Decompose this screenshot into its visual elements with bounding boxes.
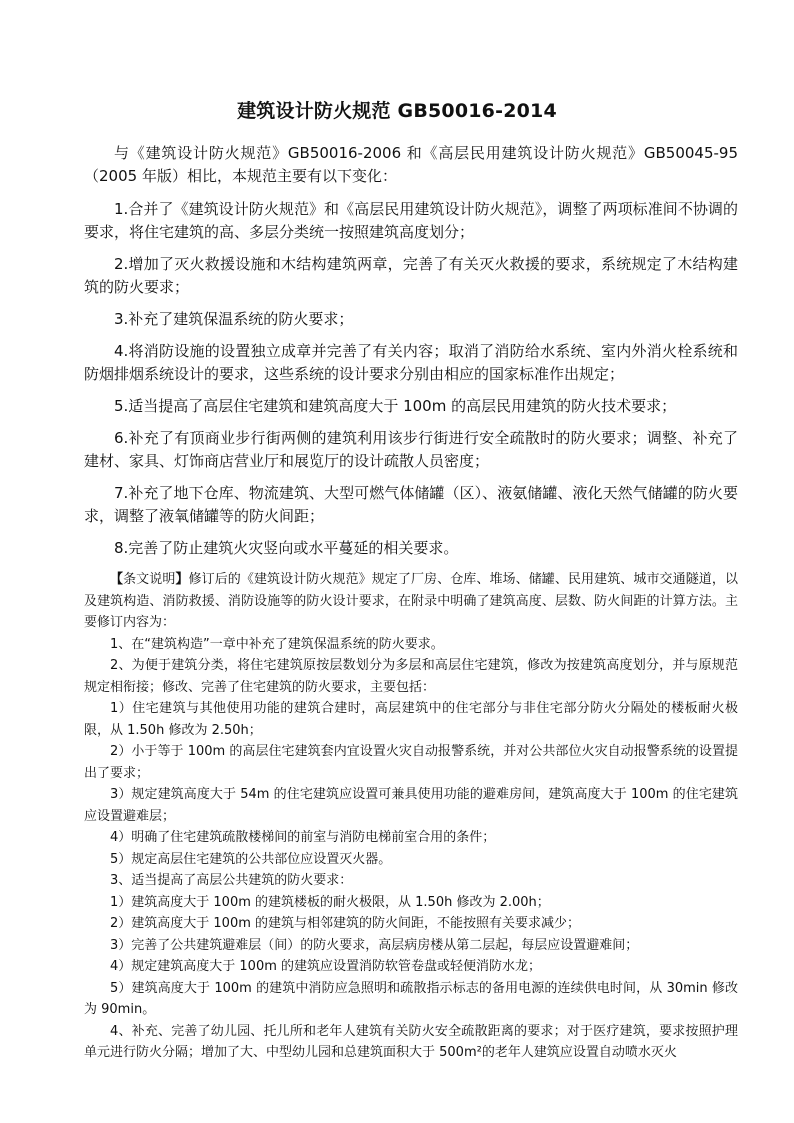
explanation-line: 4）规定建筑高度大于 100m 的建筑应设置消防软管卷盘或轻便消防水龙； (110, 959, 542, 974)
explanation-lead: 修订后的《建筑设计防火规范》规定了厂房、仓库、堆场、储罐、民用建筑、城市交通隧道，以及建筑构造、消防救援、消防设施等的防火设计要求，在附录中明确了建筑高度、层数、防火间距的计算方法。主要修订内容为： (84, 572, 738, 630)
explanation-line: 3、适当提高了高层公共建筑的防火要求： (110, 873, 353, 888)
change-item: 8.完善了防止建筑火灾竖向或水平蔓延的相关要求。 (114, 539, 459, 557)
explanation-line: 1）住宅建筑与其他使用功能的建筑合建时，高层建筑中的住宅部分与非住宅部分防火分隔处的楼板耐火极限，从 1.50h 修改为 2.50h； (84, 701, 738, 738)
changes-section (84, 142, 738, 560)
label-text: 条文说明 (123, 572, 176, 587)
intro-paragraph: 与《建筑设计防火规范》GB50016-2006 和《高层民用建筑设计防火规范》GB50045-95（2005 年版）相比，本规范主要有以下变化： (84, 144, 738, 185)
explanation-line: 3）规定建筑高度大于 54m 的住宅建筑应设置可兼具使用功能的避难房间，建筑高度大于 100m 的住宅建筑应设置避难层； (84, 787, 738, 824)
explanation-line: 2、为便于建筑分类，将住宅建筑原按层数划分为多层和高层住宅建筑，修改为按建筑高度划分，并与原规范规定相衔接；修改、完善了住宅建筑的防火要求，主要包括： (84, 658, 738, 695)
document-body (84, 142, 738, 1064)
explanation-line: 5）建筑高度大于 100m 的建筑中消防应急照明和疏散指示标志的备用电源的连续供电时间，从 30min 修改为 90min。 (84, 980, 738, 1017)
explanation-line: 2）小于等于 100m 的高层住宅建筑套内宜设置火灾自动报警系统，并对公共部位火灾自动报警系统的设置提出了要求； (84, 744, 738, 781)
explanation-line: 5）规定高层住宅建筑的公共部位应设置灭火器。 (110, 851, 392, 867)
change-item: 3.补充了建筑保温系统的防火要求； (114, 310, 354, 328)
explanation-line: 1、在“建筑构造”一章中补充了建筑保温系统的防火要求。 (110, 636, 444, 652)
explanation-line: 1）建筑高度大于 100m 的建筑楼板的耐火极限，从 1.50h 修改为 2.00h； (110, 894, 550, 910)
explanation-label (110, 572, 189, 587)
change-item: 7.补充了地下仓库、物流建筑、大型可燃气体储罐（区）、液氨储罐、液化天然气储罐的防火要求，调整了液氧储罐等的防火间距； (84, 484, 738, 525)
explanation-section (84, 569, 738, 1064)
change-item: 5.适当提高了高层住宅建筑和建筑高度大于 100m 的高层民用建筑的防火技术要求； (114, 397, 677, 415)
label-close-bracket: 】 (175, 572, 189, 587)
change-item: 4.将消防设施的设置独立成章并完善了有关内容；取消了消防给水系统、室内外消火栓系统和防烟排烟系统设计的要求，这些系统的设计要求分别由相应的国家标准作出规定； (84, 342, 738, 383)
explanation-line: 4）明确了住宅建筑疏散楼梯间的前室与消防电梯前室合用的条件； (110, 830, 496, 845)
explanation-line: 4、补充、完善了幼儿园、托儿所和老年人建筑有关防火安全疏散距离的要求；对于医疗建筑，要求按照护理单元进行防火分隔；增加了大、中型幼儿园和总建筑面积大于 500m²的老年人建筑应设置自动喷水灭火 (84, 1023, 738, 1060)
change-item: 6.补充了有顶商业步行街两侧的建筑利用该步行街进行安全疏散时的防火要求；调整、补充了建材、家具、灯饰商店营业厅和展览厅的设计疏散人员密度； (84, 429, 738, 470)
explanation-line: 3）完善了公共建筑避难层（间）的防火要求，高层病房楼从第二层起，每层应设置避难间； (110, 937, 639, 953)
explanation-line: 2）建筑高度大于 100m 的建筑与相邻建筑的防火间距，不能按照有关要求减少； (110, 916, 581, 931)
change-item: 2.增加了灭火救援设施和木结构建筑两章，完善了有关灭火救援的要求，系统规定了木结构建筑的防火要求； (84, 255, 738, 296)
label-open-bracket: 【 (110, 572, 124, 587)
explanation-lead-paragraph (84, 569, 738, 634)
document-title: 建筑设计防火规范 GB50016-2014 (237, 100, 557, 122)
change-item: 1.合并了《建筑设计防火规范》和《高层民用建筑设计防火规范》，调整了两项标准间不协调的要求，将住宅建筑的高、多层分类统一按照建筑高度划分； (84, 200, 738, 241)
